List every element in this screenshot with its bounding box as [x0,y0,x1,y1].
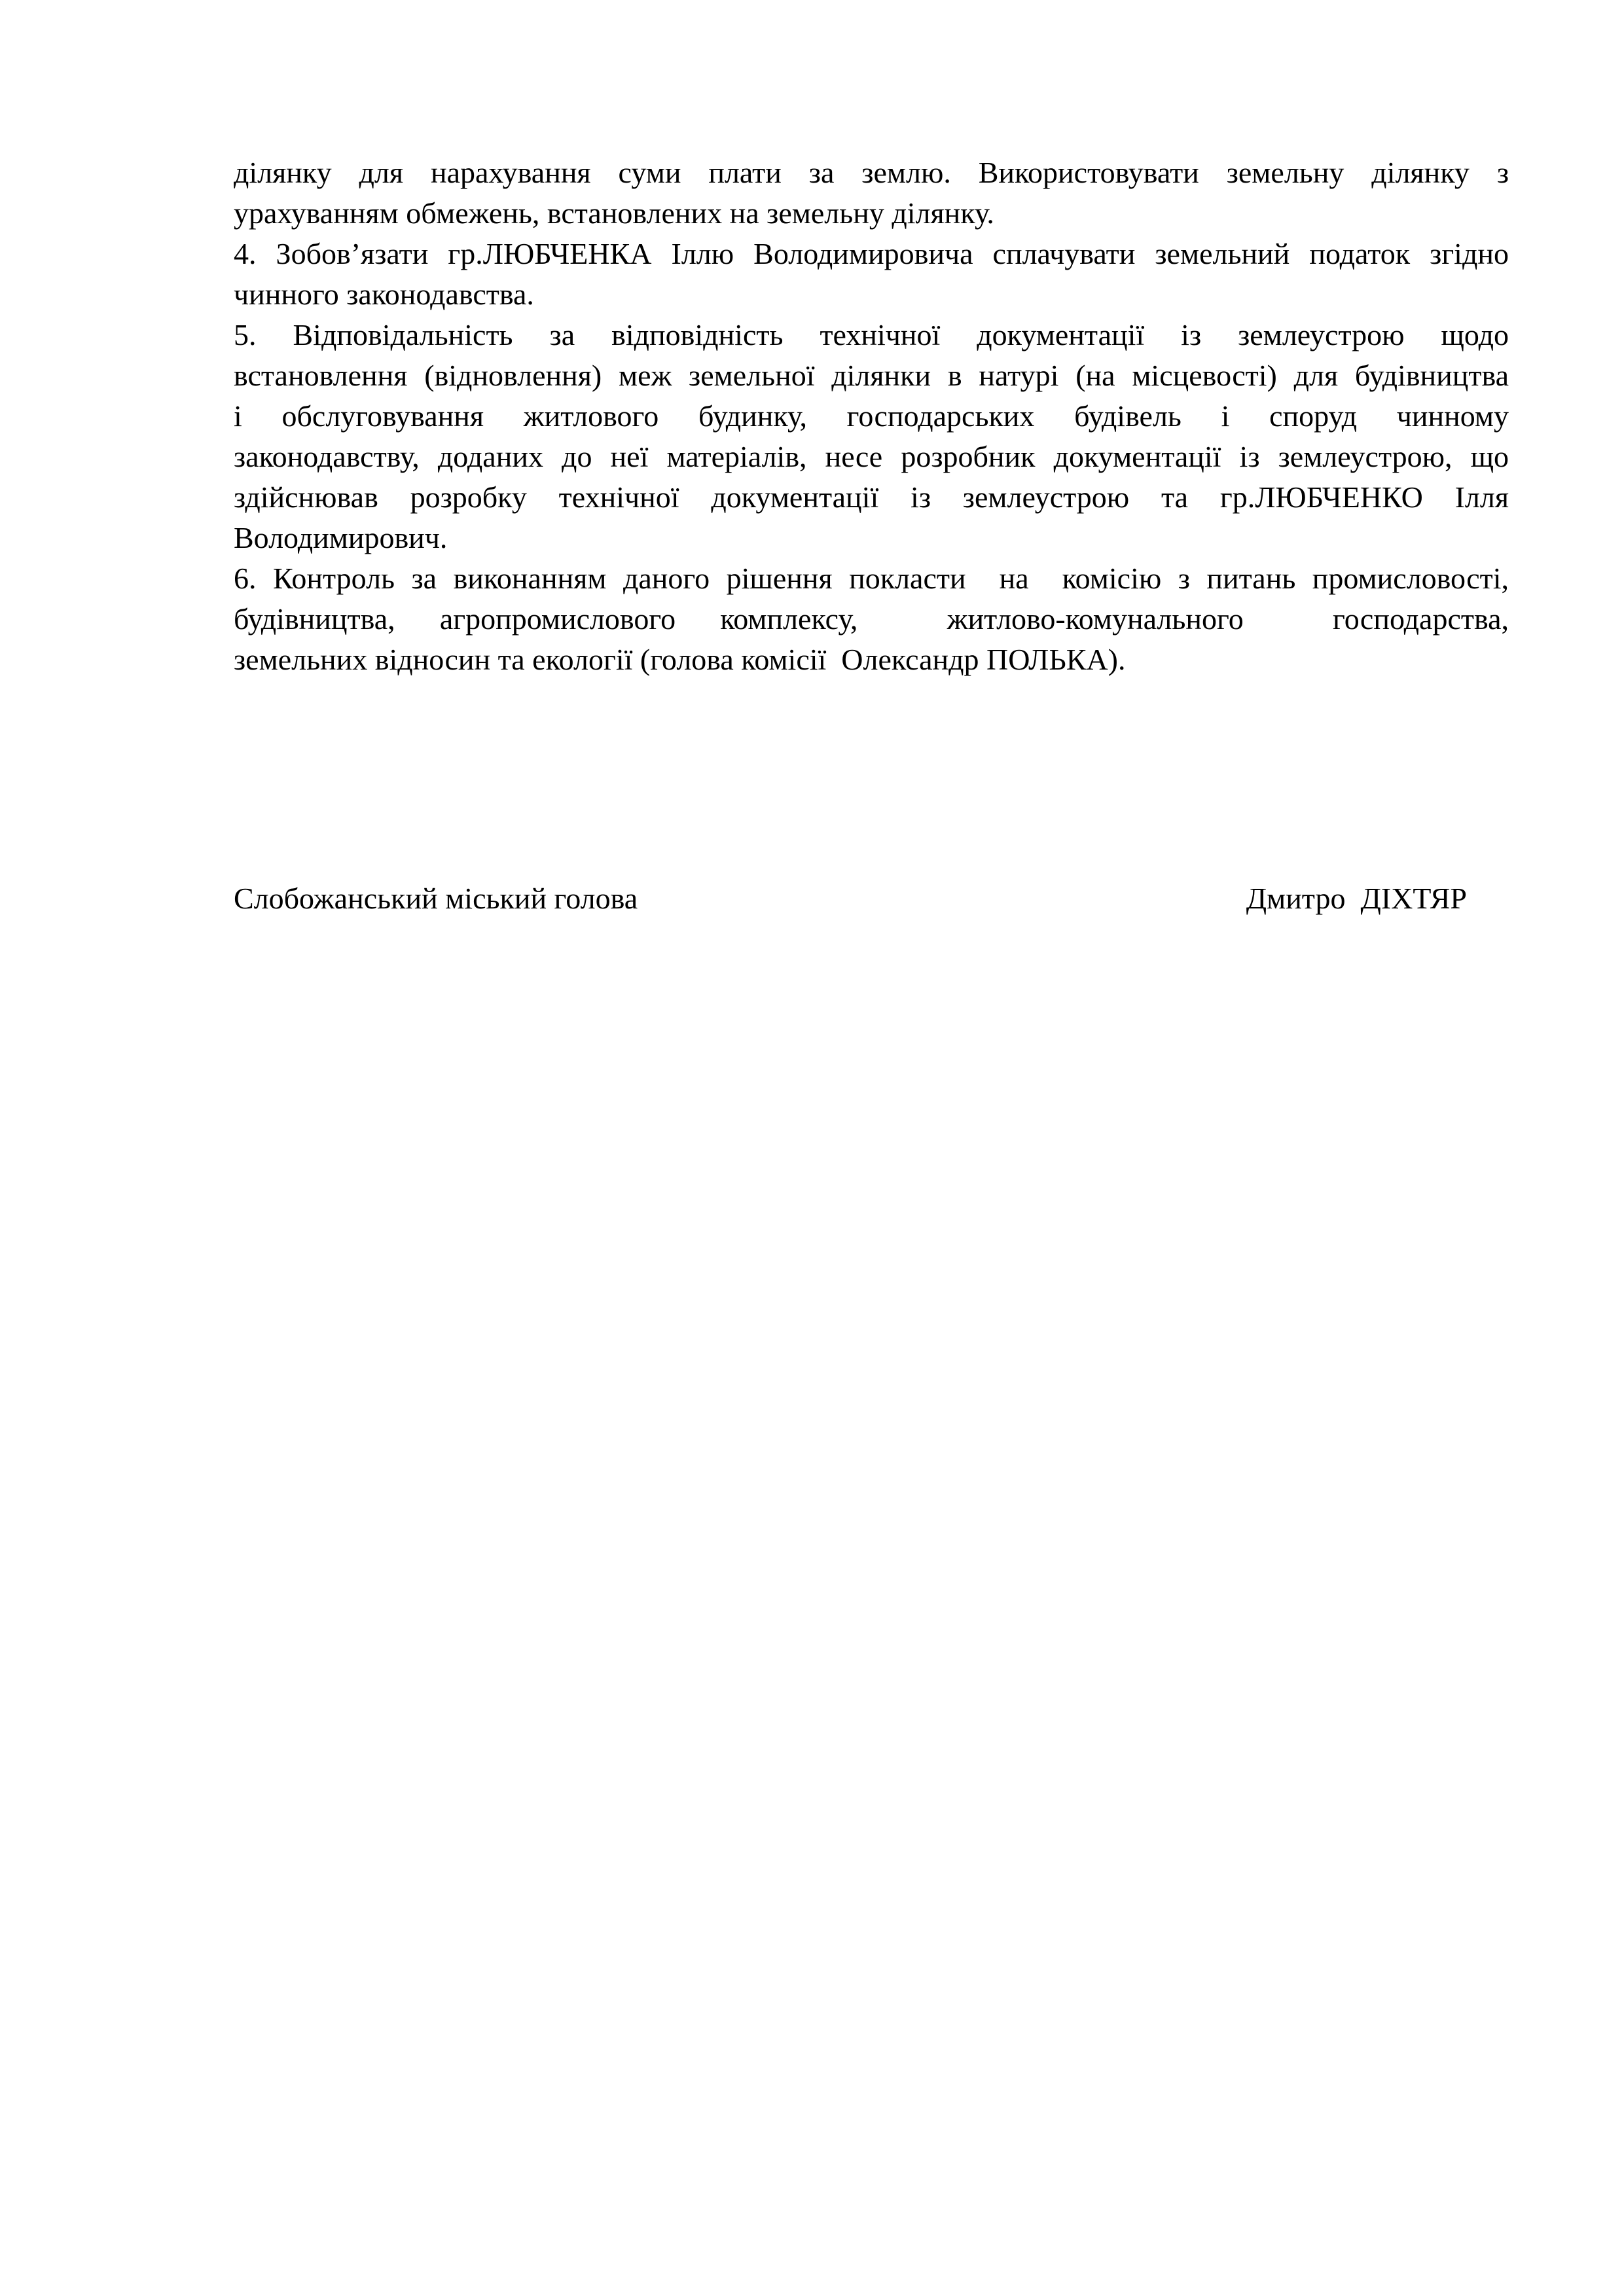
document-body [234,152,1509,680]
text-line: будівництва, агропромислового комплексу, житлово-комунального господарства, [234,602,1509,636]
text-line: урахуванням обмежень, встановлених на земельну ділянку. [234,196,994,230]
text-line: 5. Відповідальність за відповідність технічної документації із землеустрою щодо [234,318,1509,351]
text-line: Володимирович. [234,521,448,554]
paragraph-item-5 [234,315,1509,558]
text-line: чинного законодавства. [234,278,534,311]
text-line: 6. Контроль за виконанням даного рішення покласти на комісію з питань промисловості, [234,562,1509,595]
signature-title: Слобожанський міський голова [234,882,638,915]
paragraph-item-4 [234,234,1509,315]
paragraph-continuation [234,152,1509,234]
signature-block [234,878,1509,919]
text-line: здійснював розробку технічної документації із землеустрою та гр.ЛЮБЧЕНКО Ілля [234,480,1509,514]
text-line: ділянку для нарахування суми плати за землю. Використовувати земельну ділянку з [234,156,1509,189]
text-line: і обслуговування житлового будинку, господарських будівель і споруд чинному [234,399,1509,433]
text-line: 4. Зобов’язати гр.ЛЮБЧЕНКА Іллю Володимировича сплачувати земельний податок згідно [234,237,1509,270]
text-line: встановлення (відновлення) меж земельної ділянки в натурі (на місцевості) для будівництва [234,359,1509,392]
text-line: законодавству, доданих до неї матеріалів, несе розробник документації із землеустрою, що [234,440,1509,473]
signature-name: Дмитро ДІХТЯР [1246,882,1467,915]
text-line: земельних відносин та екології (голова комісії Олександр ПОЛЬКА). [234,643,1126,676]
paragraph-item-6 [234,558,1509,680]
